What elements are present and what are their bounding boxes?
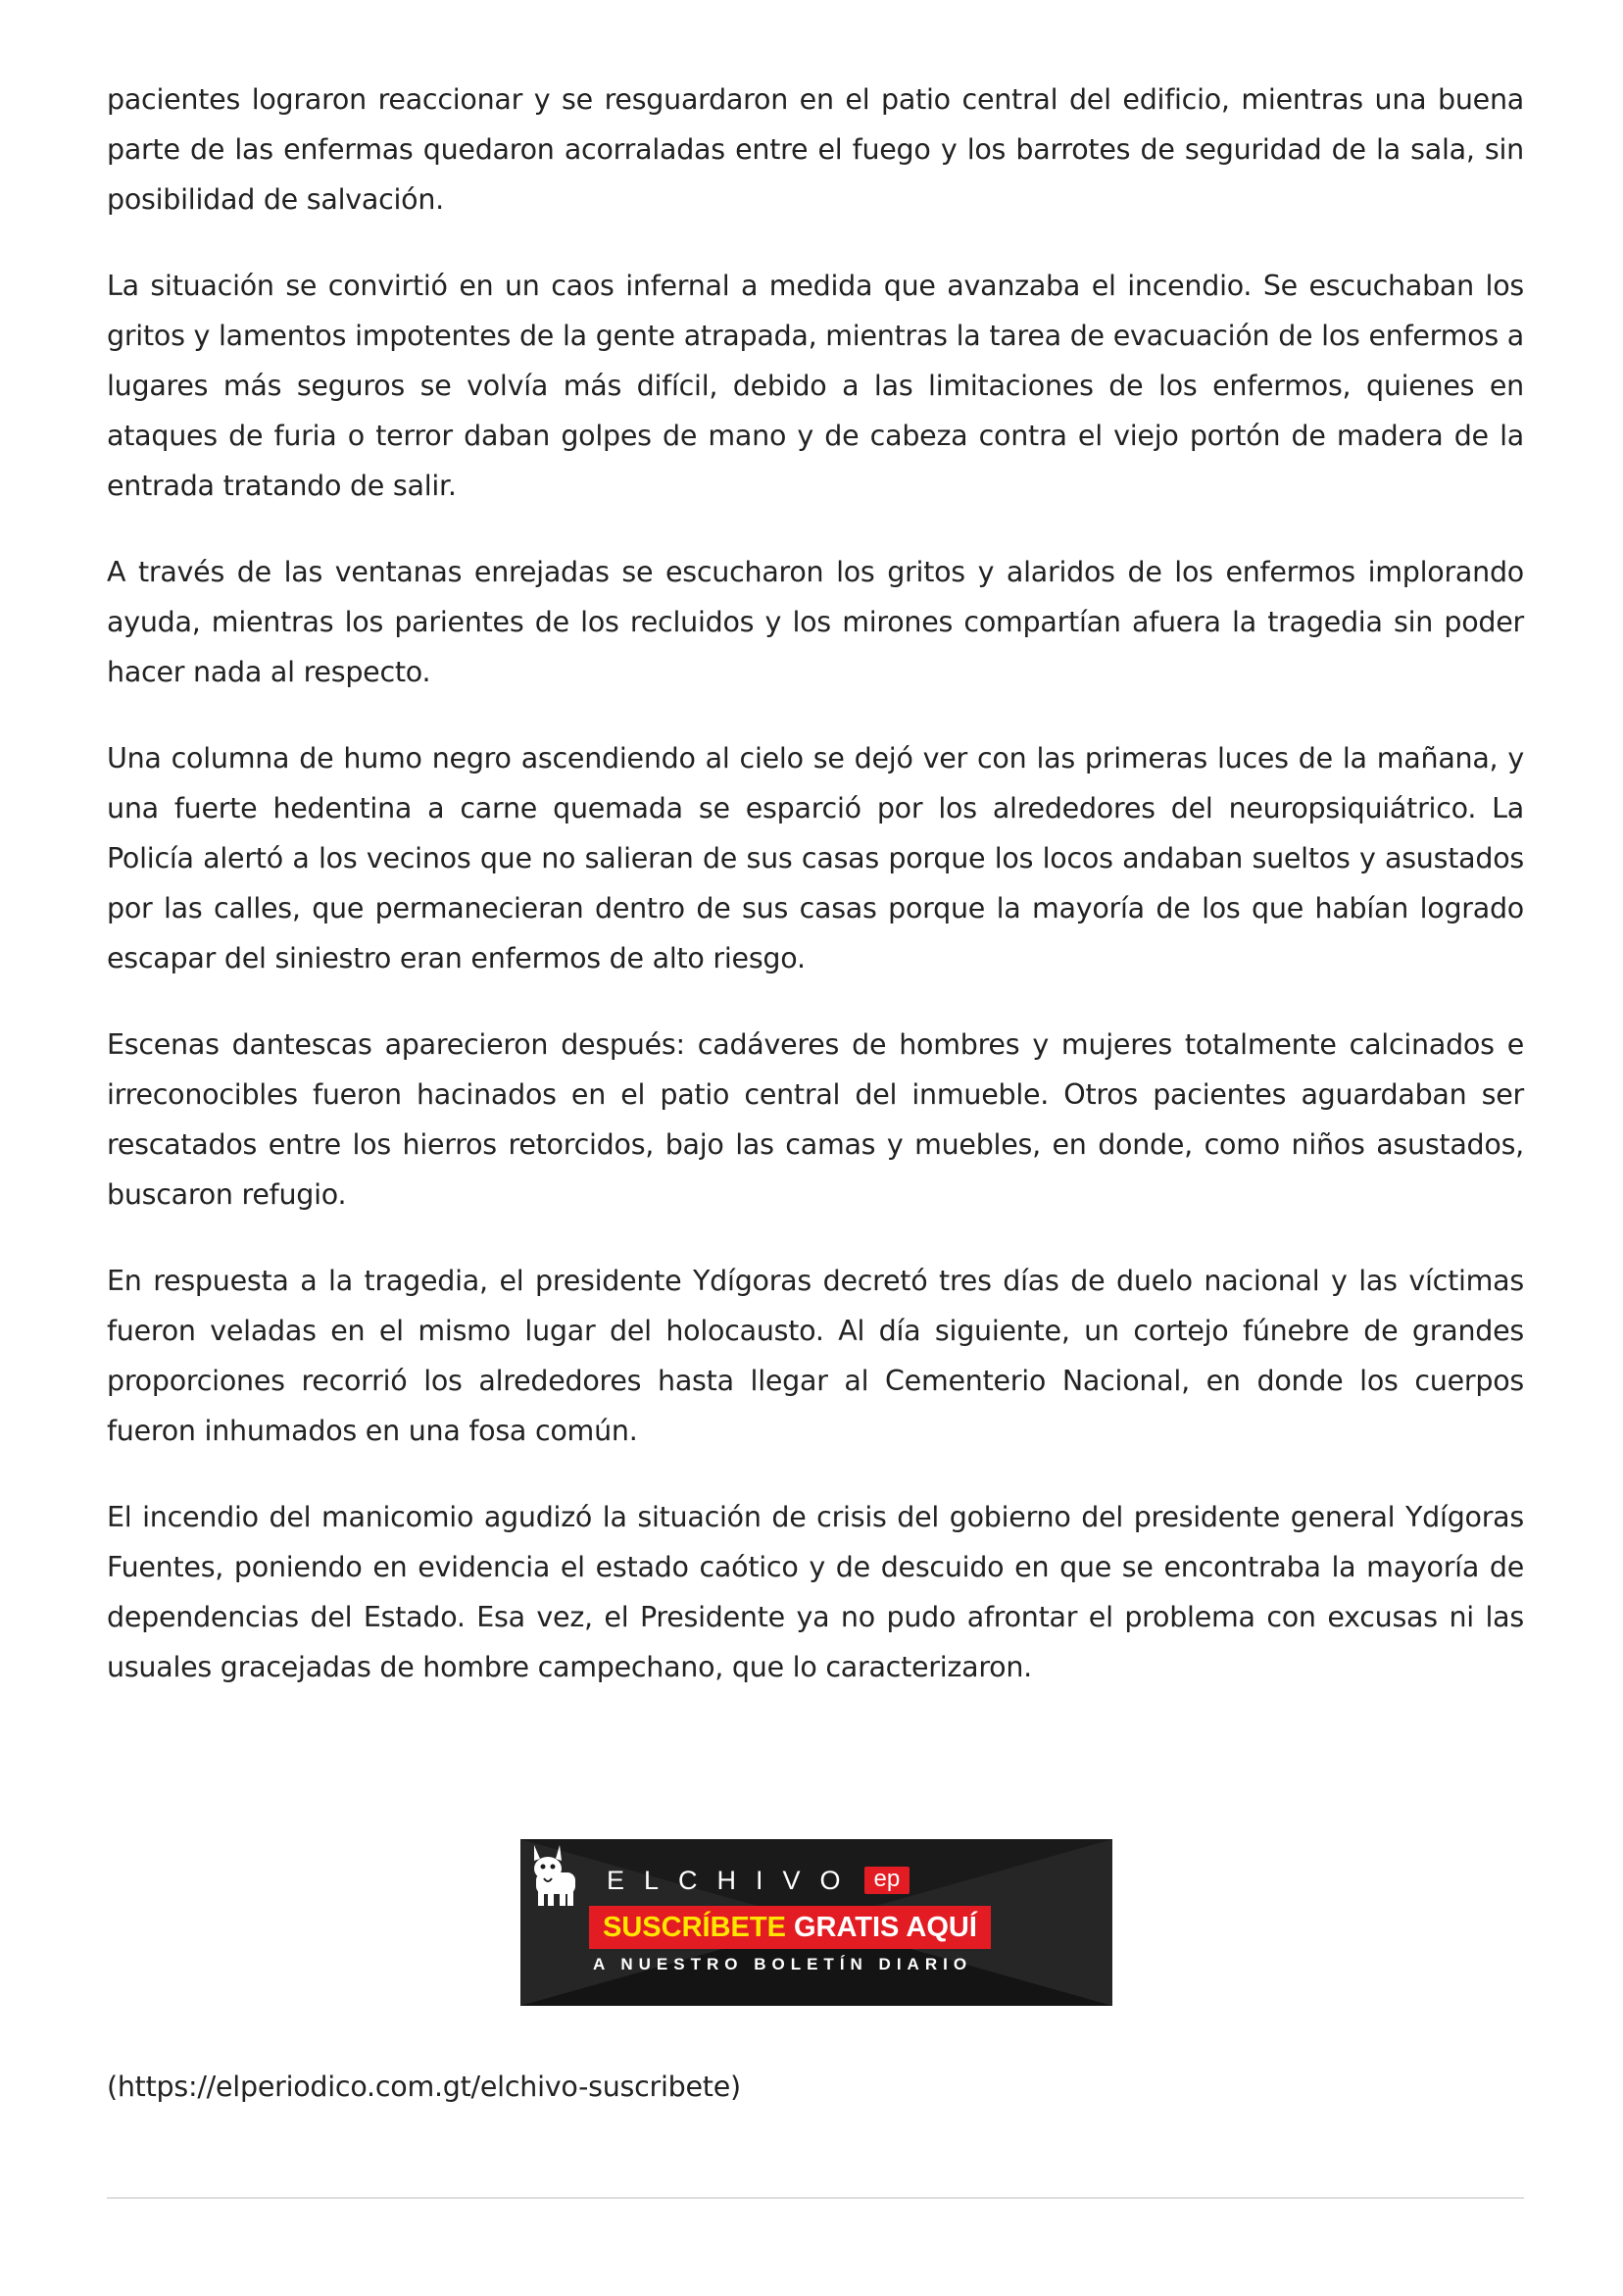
paragraph-4: Una columna de humo negro ascendiendo al cielo se dejó ver con las primeras luces de la mañana, y una fuerte hedentina a carne quemada se esparció por los alrededores del neuropsiquiátrico. La Policía alertó a los vecinos que no salieran de sus casas porque los locos andaban sueltos y asustados por las calles, que permanecieran dentro de sus casas porque la mayoría de los que habían logrado escapar del siniestro eran enfermos de alto riesgo. bbox=[107, 742, 1524, 974]
goat-icon bbox=[520, 1839, 583, 1910]
footer-divider bbox=[107, 2197, 1524, 2199]
cta-part-1: SUSCRÍBETE bbox=[603, 1912, 786, 1943]
paragraph-6: En respuesta a la tragedia, el presidente Ydígoras decretó tres días de duelo nacional y las víctimas fueron veladas en el mismo lugar del holocausto. Al día siguiente, un cortejo fúnebre de grandes proporciones recorrió los alrededores hasta llegar al Cementerio Nacional, en donde los cuerpos fueron inhumados en una fosa común. bbox=[107, 1265, 1524, 1447]
paragraph-7: El incendio del manicomio agudizó la situación de crisis del gobierno del presidente general Ydígoras Fuentes, poniendo en evidencia el estado caótico y de descuido en que se encontraba la mayoría de dependencias del Estado. Esa vez, el Presidente ya no pudo afrontar el problema con excusas ni las usuales gracejadas de hombre campechano, que lo caracterizaron. bbox=[107, 1501, 1524, 1683]
newsletter-subline: A NUESTRO BOLETÍN DIARIO bbox=[593, 1955, 973, 1973]
paragraph-2: La situación se convirtió en un caos infernal a medida que avanzaba el incendio. Se escuchaban los gritos y lamentos impotentes de la gente atrapada, mientras la tarea de evacuación de los enfermos a lugares más seguros se volvía más difícil, debido a las limitaciones de los enfermos, quienes en ataques de furia o terror daban golpes de mano y de cabeza contra el viejo portón de madera de la entrada tratando de salir. bbox=[107, 270, 1524, 502]
brand-badge: ep bbox=[864, 1867, 910, 1894]
paragraph-5: Escenas dantescas aparecieron después: cadáveres de hombres y mujeres totalmente calcinados e irreconocibles fueron hacinados en el patio central del inmueble. Otros pacientes aguardaban ser rescatados entre los hierros retorcidos, bajo las camas y muebles, en donde, como niños asustados, buscaron refugio. bbox=[107, 1028, 1524, 1211]
paragraph-1: pacientes lograron reaccionar y se resguardaron en el patio central del edificio, mientras una buena parte de las enfermas quedaron acorraladas entre el fuego y los barrotes de seguridad de la sala, sin posibilidad de salvación. bbox=[107, 83, 1524, 216]
subscribe-banner[interactable] bbox=[520, 1839, 1112, 2006]
subscribe-cta[interactable] bbox=[589, 1906, 991, 1949]
article-body bbox=[107, 75, 1524, 1728]
cta-part-2: GRATIS AQUÍ bbox=[793, 1912, 977, 1943]
paragraph-3: A través de las ventanas enrejadas se escucharon los gritos y alaridos de los enfermos implorando ayuda, mientras los parientes de los recluidos y los mirones compartían afuera la tragedia sin poder hacer nada al respecto. bbox=[107, 556, 1524, 688]
brand-name: ELCHIVO bbox=[607, 1865, 861, 1895]
brand-logo bbox=[607, 1861, 910, 1900]
subscribe-link[interactable]: (https://elperiodico.com.gt/elchivo-suscribete) bbox=[107, 2071, 741, 2103]
